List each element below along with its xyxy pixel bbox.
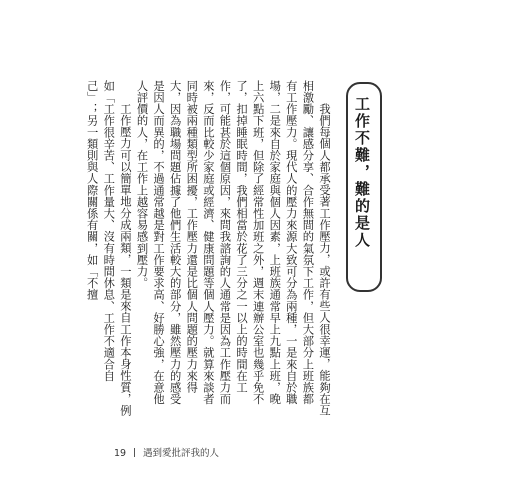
body-paragraph: 我們每個人都承受著工作壓力，或許有些人很幸運，能夠在互相激勵、讓感分享、合作無間的氣氛下工作，但大部分上班族都有工作壓力。現代人的壓力來源大致可分為兩種，一是來自於職場，二是來自於家庭與個人因素，上班族通常早上九點上班，晚上六點下班，但除了經常性加班之外，週末連辦公室也幾乎免不了，扣掉睡眠時間，我們相當於花了三分之一以上的時間在工作，可能甚於這個原因，來問我諮詢的人通常是因為工作壓力而來，反而比較少家庭或經濟、健康問題等個人壓力。就算來談者同時被兩種類型所困擾，工作壓力還是比個人問題的壓力來得大，因為職場問題佔據了他們生活較大的部分，雖然壓力的感受是因人而異的，不過通常越是對工作要求高、好勝心強，在意他人評價的人，在工作上越容易感到壓力。 — [135, 80, 331, 416]
page-number: 19 — [114, 448, 127, 459]
section-heading-box — [346, 82, 380, 292]
footer-divider — [134, 448, 135, 457]
body-paragraph: 工作壓力可以簡單地分成兩類，一類是來自工作本身性質，例如「工作很辛苦、工作量大、沒有時間休息、工作不適合自己」；另一類則與人際關係有關，如「不擅 — [85, 80, 132, 416]
page-footer — [114, 445, 219, 459]
section-heading: 工作不難，難的是人 — [353, 96, 371, 249]
running-title: 遇到愛批評我的人 — [143, 448, 220, 459]
body-text — [85, 80, 332, 416]
